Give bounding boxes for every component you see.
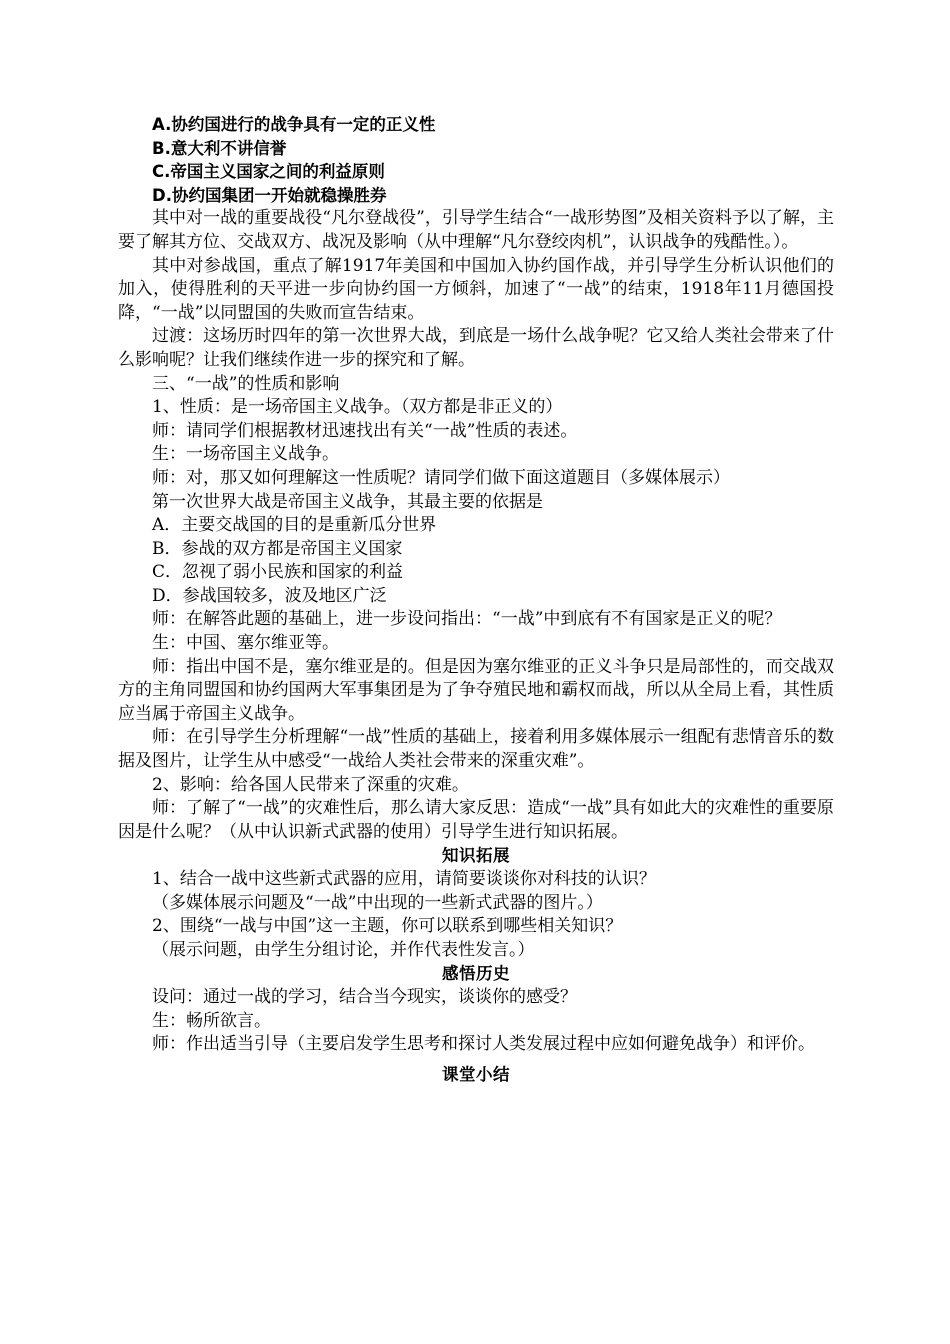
option-b: B.意大利不讲信誉 [152,138,287,158]
teacher-line-6: 师：了解了“一战”的灾难性后，那么请大家反思：造成“一战”具有如此大的灾难性的重要原因是什么呢？（从中认识新式武器的使用）引导学生进行知识拓展。 [118,798,834,842]
option-d: D.协约国集团一开始就稳操胜券 [152,185,387,205]
question-option-b: B．参战的双方都是帝国主义国家 [152,538,403,559]
heading-summary: 课堂小结 [442,1064,510,1084]
heading-extension: 知识拓展 [442,846,510,866]
option-a: A.协约国进行的战争具有一定的正义性 [152,115,436,134]
student-line-1: 生：一场帝国主义战争。 [152,444,339,465]
paragraph-verdun: 其中对一战的重要战役“凡尔登战役”，引导学生结合“一战形势图”及相关资料予以了解，主要了解其方位、交战双方、战况及影响（从中理解“凡尔登绞肉机”，认识战争的残酷性。）。 [118,208,834,252]
extension-note-2: （展示问题，由学生分组讨论，并作代表性发言。） [152,939,535,960]
teacher-line-2: 师：对，那又如何理解这一性质呢？请同学们做下面这道题目（多媒体展示） [152,467,730,488]
option-c: C.帝国主义国家之间的利益原则 [152,162,385,182]
question-stem: 第一次世界大战是帝国主义战争，其最主要的依据是 [152,491,543,512]
paragraph-transition: 过渡：这场历时四年的第一次世界大战，到底是一场什么战争呢？它又给人类社会带来了什么影响呢？让我们继续作进一步的探究和了解。 [118,326,834,370]
paragraph-participants: 其中对参战国，重点了解1917年美国和中国加入协约国作战，并引导学生分析认识他们的加入，使得胜利的天平进一步向协约国一方倾斜，加速了“一战”的结束，1918年11月德国投降，“一战”以同盟国的失败而宣告结束。 [118,255,834,323]
paragraph-impact: 2、影响：给各国人民带来了深重的灾难。 [152,774,469,795]
feel-question: 设问：通过一战的学习，结合当今现实，谈谈你的感受？ [152,986,577,1007]
teacher-line-1: 师：请同学们根据教材迅速找出有关“一战”性质的表述。 [152,420,578,441]
teacher-line-3: 师：在解答此题的基础上，进一步设问指出：“一战”中到底有不有国家是正义的呢？ [152,609,782,630]
paragraph-nature: 1、性质：是一场帝国主义战争。（双方都是非正义的） [152,397,563,418]
question-option-c: C．忽视了弱小民族和国家的利益 [152,562,404,583]
student-line-2: 生：中国、塞尔维亚等。 [152,633,339,654]
feel-teacher: 师：作出适当引导（主要启发学生思考和探讨人类发展过程中应如何避免战争）和评价。 [152,1034,815,1055]
document-page [118,113,834,1086]
heading-feel: 感悟历史 [442,964,510,984]
teacher-line-5: 师：在引导学生分析理解“一战”性质的基础上，接着利用多媒体展示一组配有悲情音乐的数据及图片，让学生从中感受“一战给人类社会带来的深重灾难”。 [118,727,834,772]
question-option-d: D．参战国较多，波及地区广泛 [152,585,387,606]
feel-student: 生：畅所欲言。 [152,1010,271,1031]
extension-note-1: （多媒体展示问题及“一战”中出现的一些新式武器的图片。） [152,892,603,913]
section-heading-3: 三、“一战”的性质和影响 [152,373,340,394]
extension-item-1: 1、结合一战中这些新式武器的应用，请简要谈谈你对科技的认识？ [152,869,656,889]
extension-item-2: 2、围绕“一战与中国”这一主题，你可以联系到哪些相关知识？ [152,916,623,937]
teacher-line-4: 师：指出中国不是，塞尔维亚是的。但是因为塞尔维亚的正义斗争只是局部性的，而交战双方的主角同盟国和协约国两大军事集团是为了争夺殖民地和霸权而战，所以从全局上看，其性质应当属于帝国主义战争。 [118,656,834,724]
question-option-a: A．主要交战国的目的是重新瓜分世界 [152,515,437,536]
